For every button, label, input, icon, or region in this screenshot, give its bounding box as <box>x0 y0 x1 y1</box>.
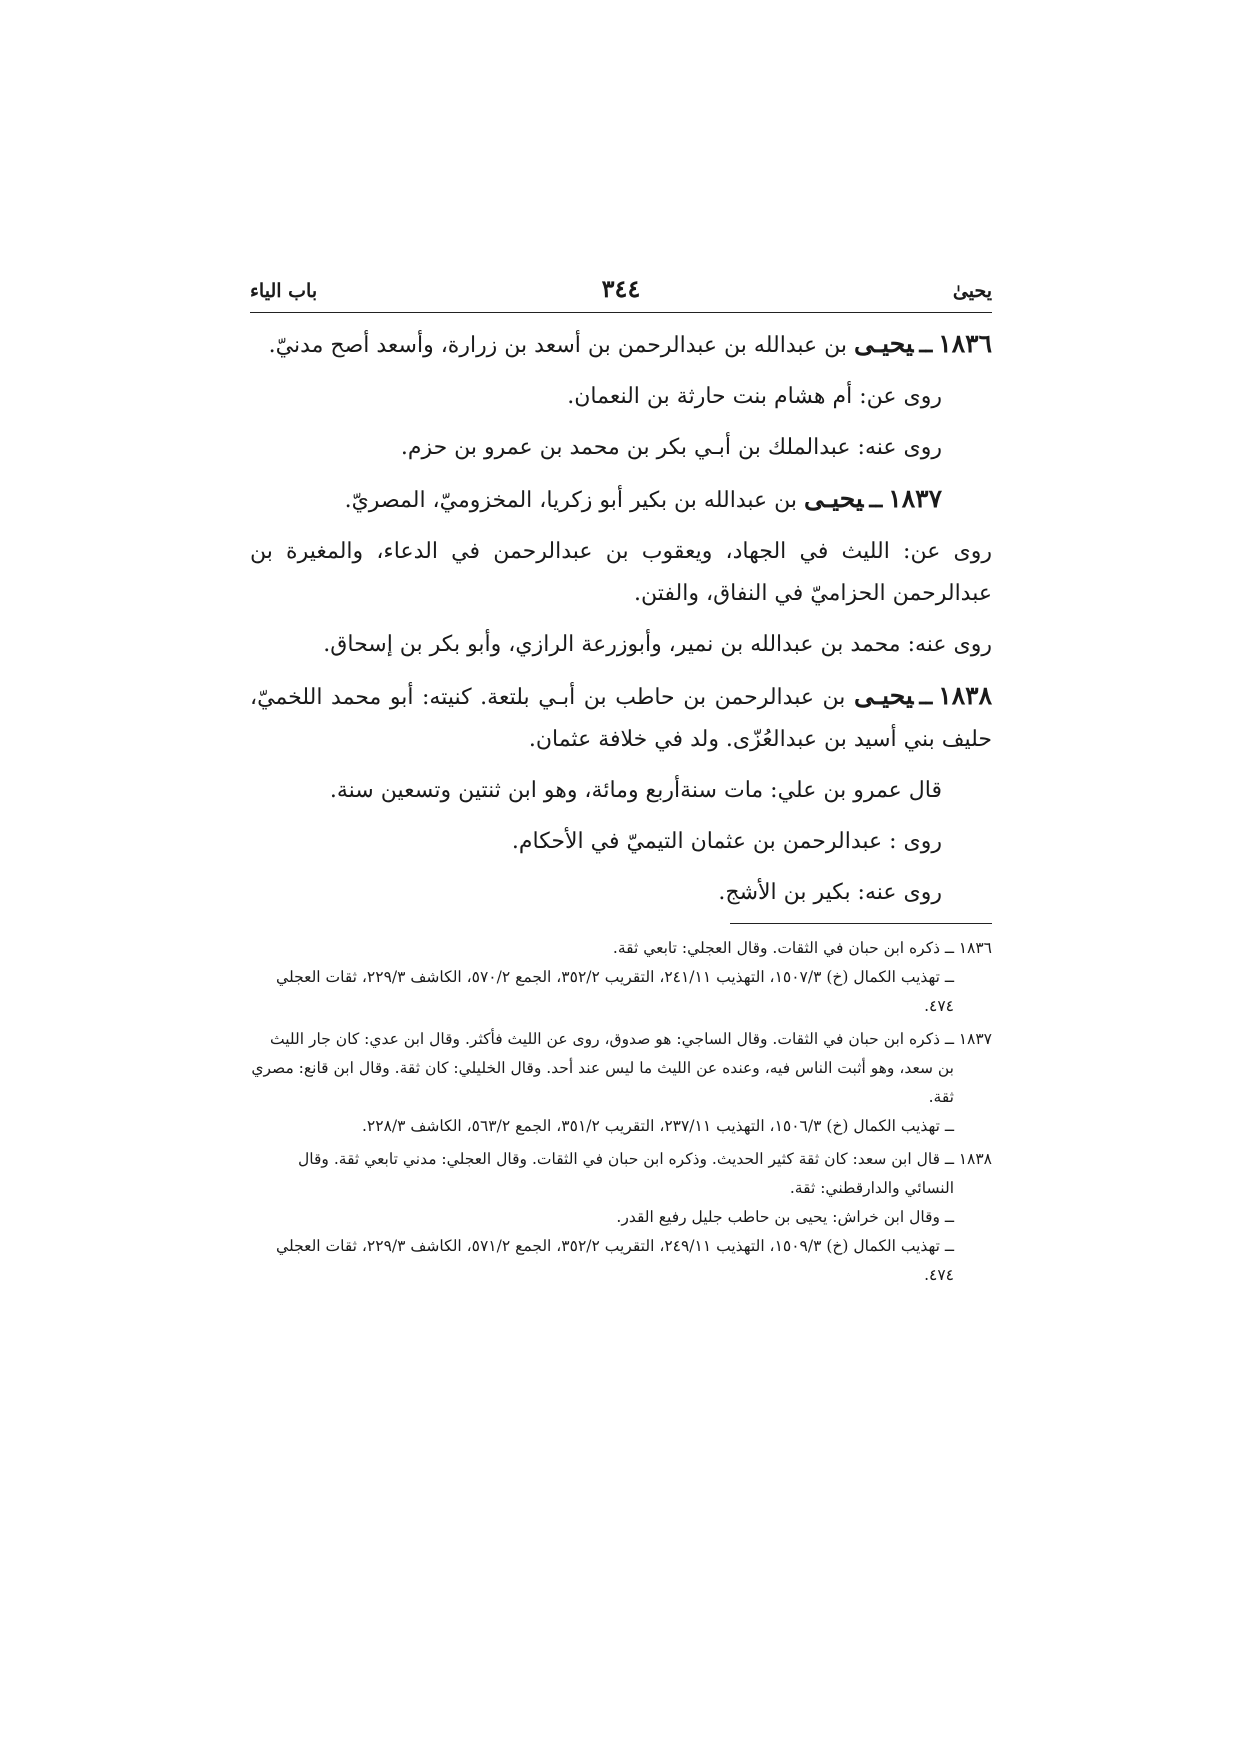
entry-line: روى عنه: بكير بن الأشج. <box>718 880 942 905</box>
entry-name: يحيـى <box>804 484 864 513</box>
footnote-body <box>250 1145 954 1290</box>
entry-heading <box>250 478 992 522</box>
entry-title-text: بن عبدالرحمن بن حاطب بن أبـي بلتعة. كنيته: أبو محمد اللخميّ، حليف بني أسيد بن عبدالعُزّى. ولد في خلافة عثمان. <box>250 685 992 752</box>
entry-name: يحيـى <box>854 681 914 710</box>
entry-heading <box>250 675 992 761</box>
main-text <box>250 323 992 914</box>
entry-dash: ــ <box>869 487 883 513</box>
footnote-number: ١٨٣٨ <box>958 1150 992 1168</box>
footnote <box>250 1145 992 1290</box>
footnote-line: ــ تهذيب الكمال (خ) ١٥٠٦/٣، التهذيب ٢٣٧/١١، التقريب ٣٥١/٢، الجمع ٥٦٣/٢، الكاشف ٢٢٨/٣. <box>361 1117 954 1135</box>
footnote <box>250 1025 992 1141</box>
header-chapter-title: باب الياء <box>250 280 318 302</box>
entry-title-text: بن عبدالله بن بكير أبو زكريا، المخزوميّ، المصريّ. <box>344 488 797 513</box>
entry-line: قال عمرو بن علي: مات سنةأربع ومائة، وهو ابن ثنتين وتسعين سنة. <box>329 778 942 803</box>
footnote-body <box>250 934 954 1021</box>
entry-name: يحيـى <box>854 329 914 358</box>
footnote-number: ١٨٣٦ <box>958 939 992 957</box>
entry-line: روى عن: الليث في الجهاد، ويعقوب بن عبدالرحمن في الدعاء، والمغيرة بن عبدالرحمن الحزاميّ في النفاق، والفتن. <box>250 539 992 606</box>
entry-line: روى عنه: عبدالملك بن أبـي بكر بن محمد بن عمرو بن حزم. <box>400 435 942 460</box>
entry-number: ١٨٣٨ <box>938 681 992 710</box>
entry-number: ١٨٣٦ <box>938 329 992 358</box>
entry-heading <box>250 323 992 367</box>
page-number: ٣٤٤ <box>601 274 641 303</box>
footnote-line: ــ قال ابن سعد: كان ثقة كثير الحديث. وذكره ابن حبان في الثقات. وقال العجلي: مدني تابعي ثقة. وقال النسائي والدارقطني: ثقة. <box>298 1150 954 1197</box>
footnote-separator <box>730 923 992 924</box>
entry-line: روى عن: أم هشام بنت حارثة بن النعمان. <box>567 384 942 409</box>
footnote-line: ــ تهذيب الكمال (خ) ١٥٠٩/٣، التهذيب ٢٤٩/١١، التقريب ٣٥٢/٢، الجمع ٥٧١/٢، الكاشف ٢٢٩/٣، ثقات العجلي ٤٧٤. <box>276 1237 954 1284</box>
entry-dash: ــ <box>919 332 933 358</box>
entry-dash: ــ <box>919 684 933 710</box>
header-section-word: يحيىٰ <box>952 280 992 302</box>
footnote-body <box>250 1025 954 1141</box>
footnote <box>250 934 992 1021</box>
footnote-line: ــ ذكره ابن حبان في الثقات. وقال العجلي: تابعي ثقة. <box>612 939 954 957</box>
running-header <box>250 272 992 313</box>
footnote-line: ــ تهذيب الكمال (خ) ١٥٠٧/٣، التهذيب ٢٤١/١١، التقريب ٣٥٢/٢، الجمع ٥٧٠/٢، الكاشف ٢٢٩/٣، ثقات العجلي ٤٧٤. <box>276 968 954 1015</box>
footnote-line: ــ وقال ابن خراش: يحيى بن حاطب جليل رفيع القدر. <box>616 1208 954 1226</box>
entry-number: ١٨٣٧ <box>888 484 942 513</box>
entry-line: روى : عبدالرحمن بن عثمان التيميّ في الأحكام. <box>511 829 942 854</box>
footnote-number: ١٨٣٧ <box>958 1030 992 1048</box>
entry-title-text: بن عبدالله بن عبدالرحمن بن أسعد بن زرارة، وأسعد أصح مدنيّ. <box>268 333 847 358</box>
footnotes <box>250 934 992 1290</box>
entry-line: روى عنه: محمد بن عبدالله بن نمير، وأبوزرعة الرازي، وأبو بكر بن إسحاق. <box>323 632 992 657</box>
footnote-line: ــ ذكره ابن حبان في الثقات. وقال الساجي: هو صدوق، روى عن الليث فأكثر. وقال ابن عدي: كان جار الليث بن سعد، وهو أثبت الناس فيه، وعنده عن الليث ما ليس عند أحد. وقال الخليلي: كان ثقة. وقال ابن قانع: مصري ثقة. <box>251 1030 954 1106</box>
book-page <box>250 272 992 1294</box>
